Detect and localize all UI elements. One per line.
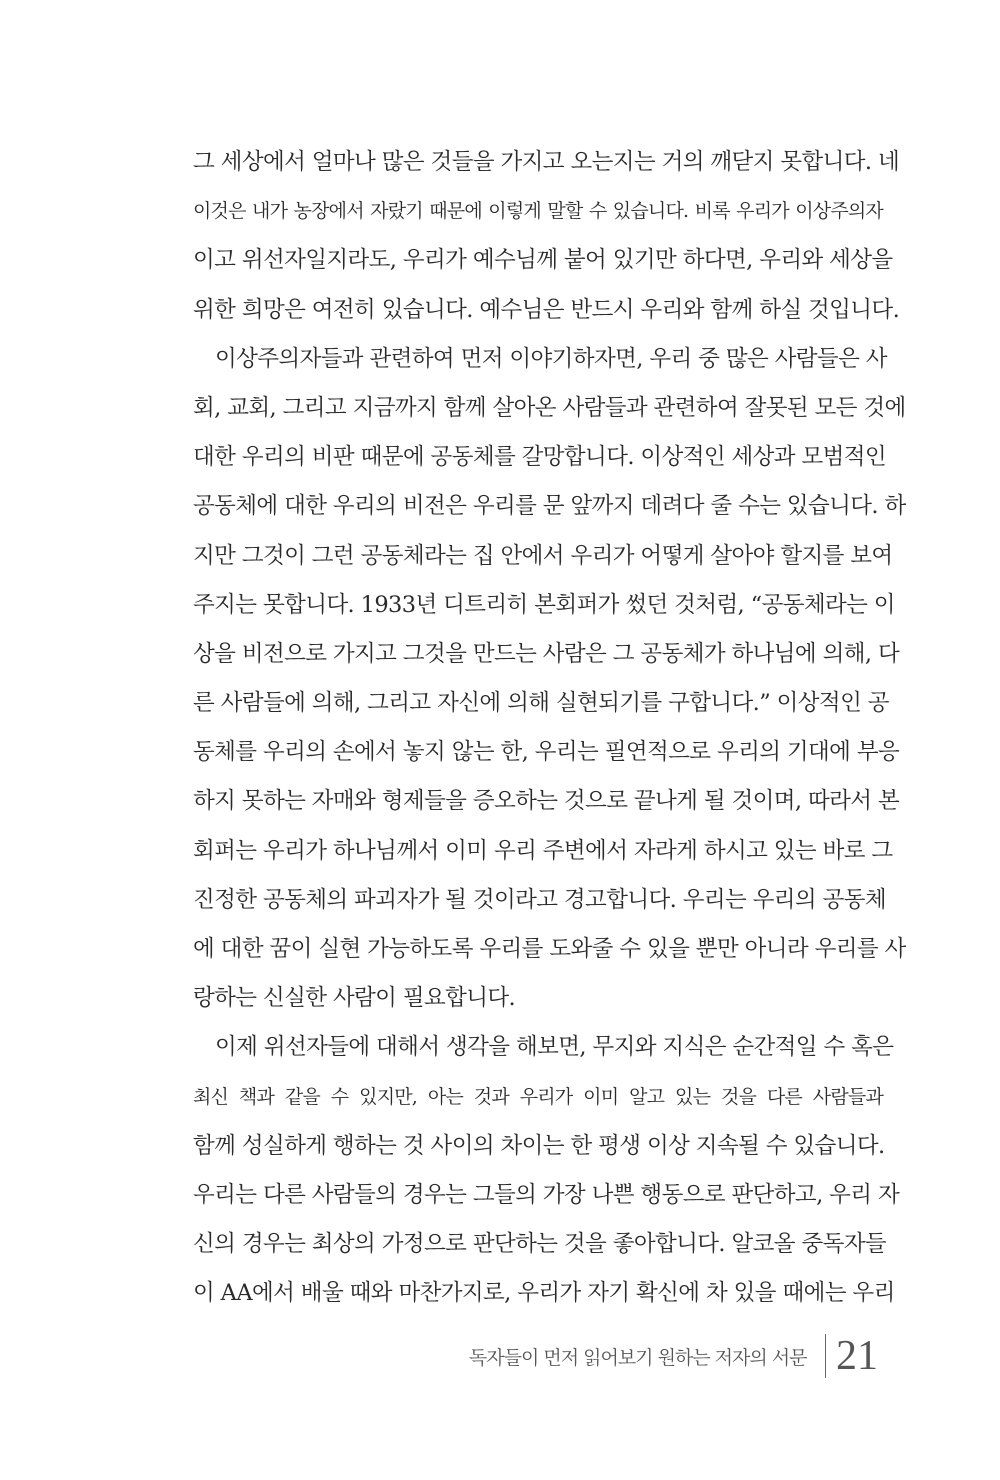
text-line: 이 AA에서 배울 때와 마찬가지로, 우리가 자기 확신에 차 있을 때에는 우리 (193, 1280, 895, 1307)
text-line: 이고 위선자일지라도, 우리가 예수님께 붙어 있기만 하다면, 우리와 세상을 (193, 247, 893, 274)
footer-divider (825, 1334, 827, 1378)
text-line: 공동체에 대한 우리의 비전은 우리를 문 앞까지 데려다 줄 수는 있습니다. 하 (193, 493, 906, 520)
paragraph-start-line: 이상주의자들과 관련하여 먼저 이야기하자면, 우리 중 많은 사람들은 사 (215, 345, 887, 372)
text-line: 이것은 내가 농장에서 자랐기 때문에 이렇게 말할 수 있습니다. 비록 우리가 이상주의자 (193, 200, 883, 223)
paragraph-start-line: 이제 위선자들에 대해서 생각을 해보면, 무지와 지식은 순간적일 수 혹은 (215, 1034, 894, 1061)
text-line: 랑하는 신실한 사람이 필요합니다. (193, 985, 516, 1012)
page-number: 21 (836, 1333, 878, 1379)
text-line: 회, 교회, 그리고 지금까지 함께 살아온 사람들과 관련하여 잘못된 모든 것에 (193, 394, 906, 421)
text-line: 신의 경우는 최상의 가정으로 판단하는 것을 좋아합니다. 알코올 중독자들 (193, 1231, 887, 1258)
text-line: 진정한 공동체의 파괴자가 될 것이라고 경고합니다. 우리는 우리의 공동체 (193, 886, 887, 913)
text-line: 위한 희망은 여전히 있습니다. 예수님은 반드시 우리와 함께 하실 것입니다. (193, 296, 900, 323)
text-line: 동체를 우리의 손에서 놓지 않는 한, 우리는 필연적으로 우리의 기대에 부응 (193, 739, 900, 766)
text-line: 함께 성실하게 행하는 것 사이의 차이는 한 평생 이상 지속될 수 있습니다. (193, 1132, 885, 1159)
running-title: 독자들이 먼저 읽어보기 원하는 저자의 서문 (468, 1346, 807, 1369)
text-line: 상을 비전으로 가지고 그것을 만드는 사람은 그 공동체가 하나님에 의해, 다 (193, 640, 900, 667)
text-line: 대한 우리의 비판 때문에 공동체를 갈망합니다. 이상적인 세상과 모범적인 (193, 444, 887, 471)
body-text (193, 148, 906, 1329)
text-line: 른 사람들에 의해, 그리고 자신에 의해 실현되기를 구합니다.” 이상적인 공 (193, 690, 889, 717)
text-line: 우리는 다른 사람들의 경우는 그들의 가장 나쁜 행동으로 판단하고, 우리 자 (193, 1181, 900, 1208)
text-line: 하지 못하는 자매와 형제들을 증오하는 것으로 끝나게 될 것이며, 따라서 본 (193, 788, 900, 815)
text-line: 최신 책과 같을 수 있지만, 아는 것과 우리가 이미 알고 있는 것을 다른 사람들과 (193, 1085, 883, 1108)
text-line: 그 세상에서 얼마나 많은 것들을 가지고 오는지는 거의 깨닫지 못합니다. 네 (193, 149, 900, 175)
text-line: 주지는 못합니다. 1933년 디트리히 본회퍼가 썼던 것처럼, “공동체라는 이 (193, 591, 895, 618)
text-line: 에 대한 꿈이 실현 가능하도록 우리를 도와줄 수 있을 뿐만 아니라 우리를 사 (193, 936, 906, 962)
page-footer (469, 1334, 878, 1378)
text-line: 지만 그것이 그런 공동체라는 집 안에서 우리가 어떻게 살아야 할지를 보여 (193, 542, 893, 569)
text-line: 회퍼는 우리가 하나님께서 이미 우리 주변에서 자라게 하시고 있는 바로 그 (193, 837, 893, 864)
